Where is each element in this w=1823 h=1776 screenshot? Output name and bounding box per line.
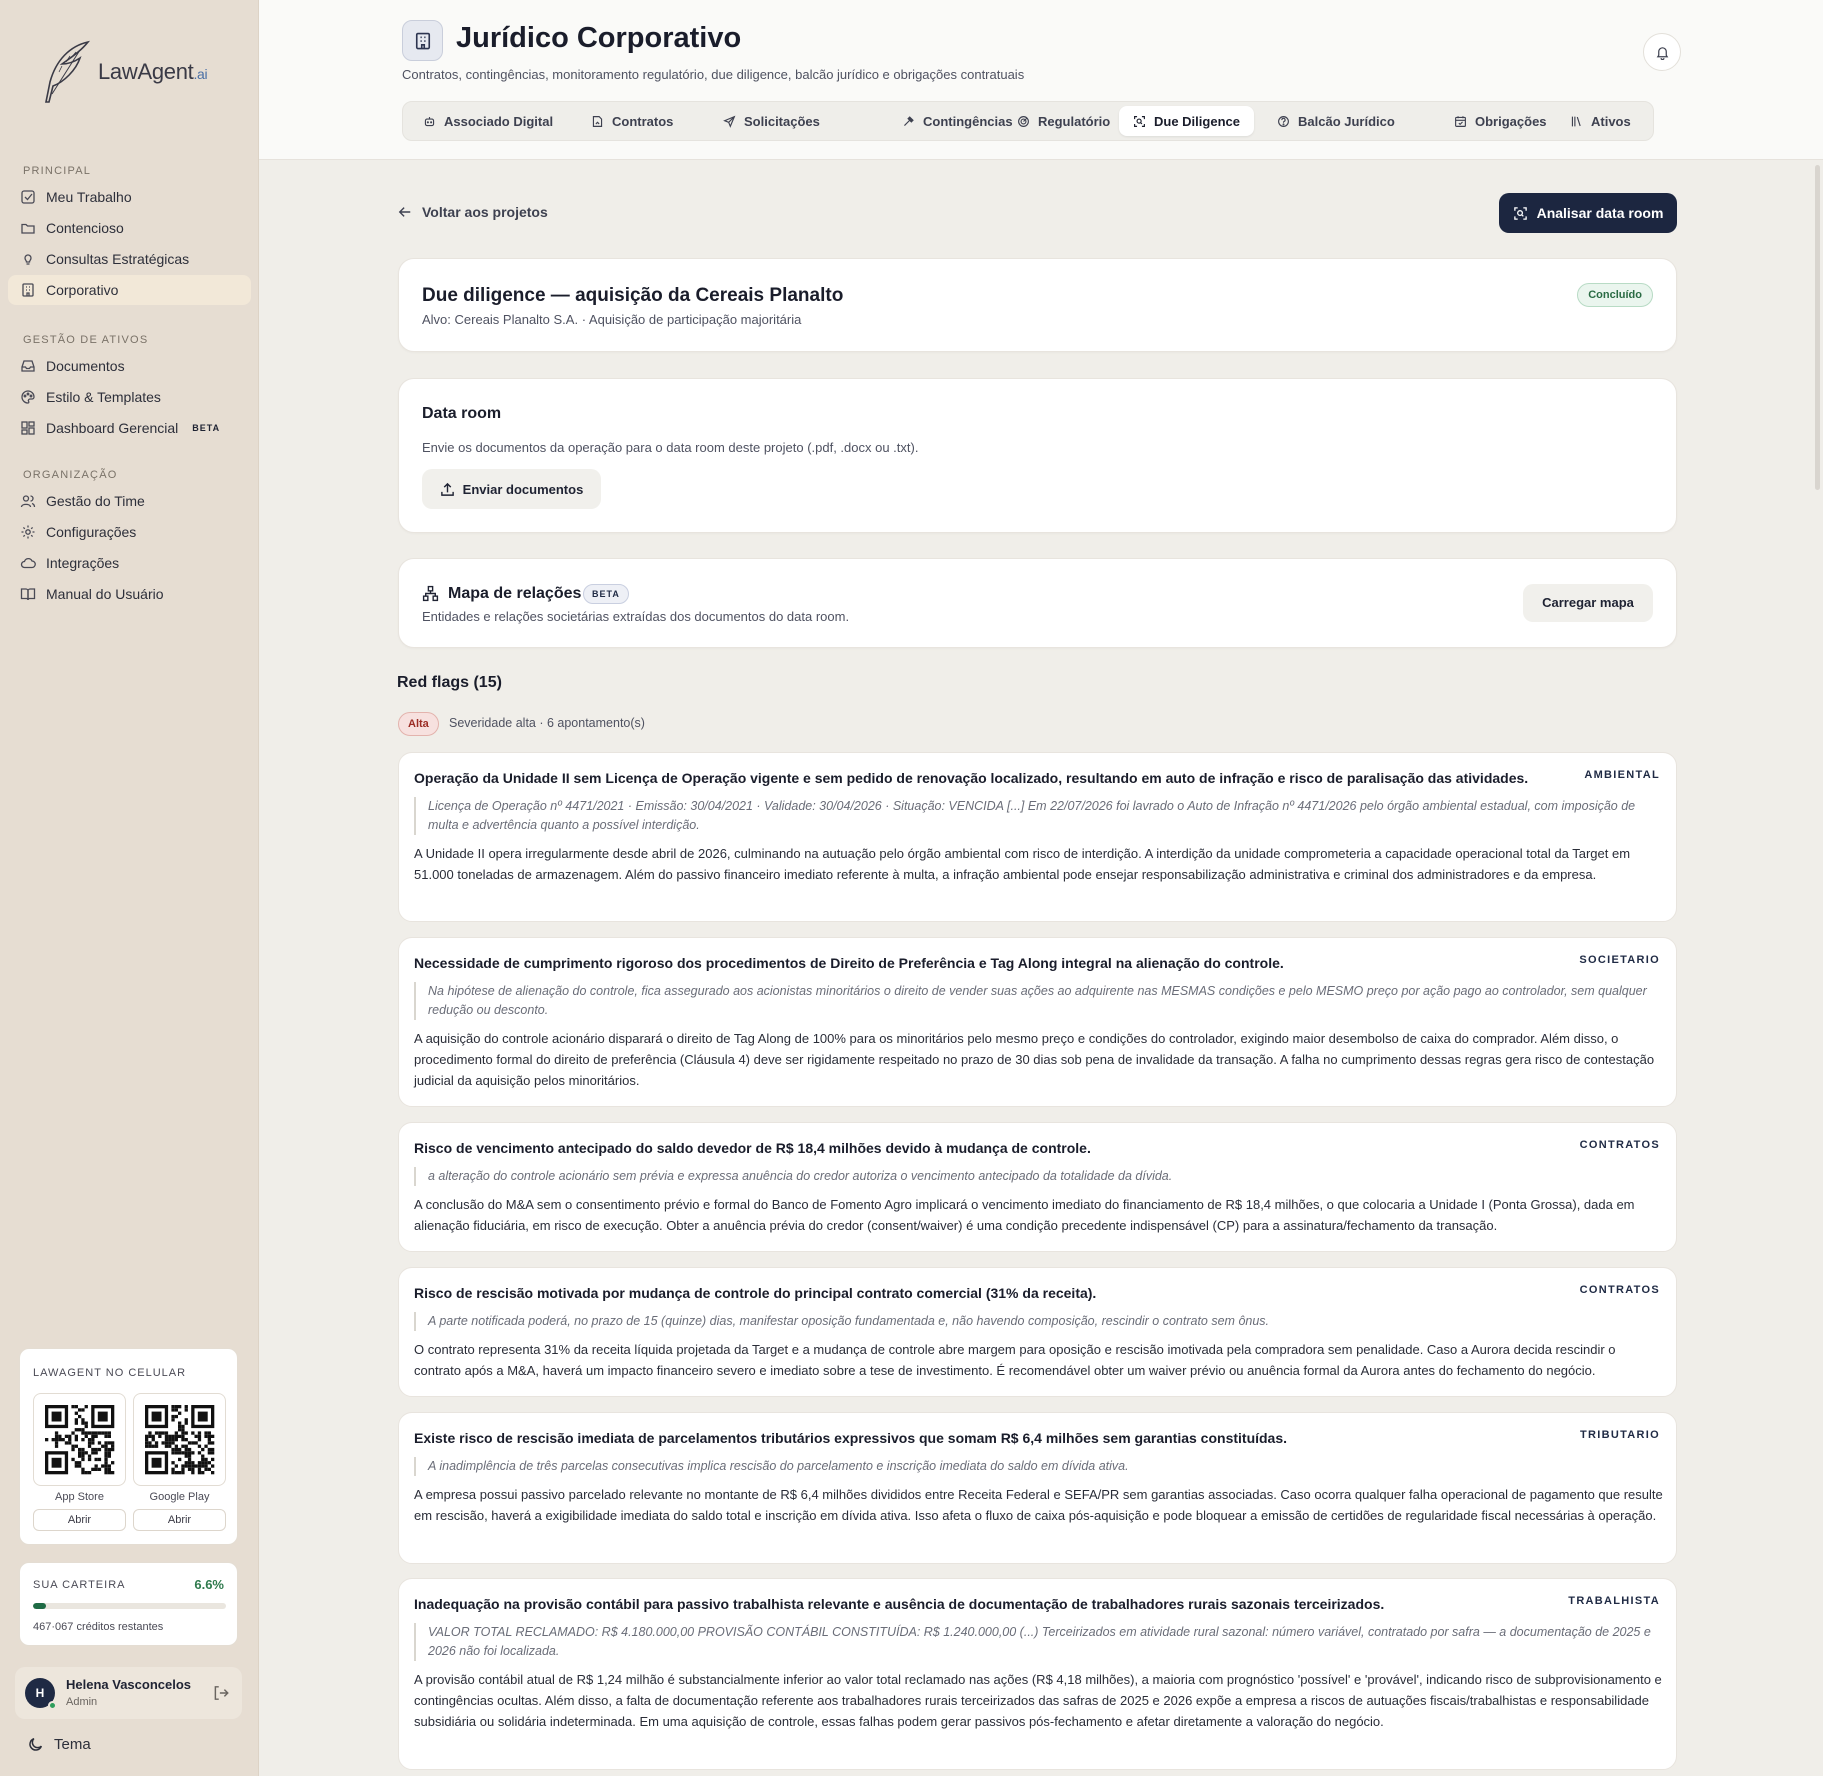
- open-app-store-button[interactable]: Abrir: [33, 1509, 126, 1531]
- users-icon: [20, 493, 36, 509]
- red-flag-body: A aquisição do controle acionário disparará o direito de Tag Along de 100% para os minoritários pelo mesmo preço e condições do controlador, exigindo maior desembolso de caixa do comprador. Além disso, o procedimento formal do direito de preferência (Cláusula 4) deve ser rigidamente respeitado no prazo de 30 dias sob pena de invalidade da transação. A falha no cumprimento dessas regras gera risco de contestação judicial da aquisição pelos minoritários.: [414, 1031, 1655, 1088]
- red-flag-category: CONTRATOS: [1579, 1139, 1660, 1151]
- tab-label: Ativos: [1591, 113, 1631, 129]
- red-flag-quote: a alteração do controle acionário sem prévia e expressa anuência do credor autoriza o vencimento antecipado da totalidade da dívida.: [414, 1167, 1664, 1186]
- robot-icon: [423, 115, 436, 128]
- theme-toggle[interactable]: [27, 1736, 91, 1753]
- credits-label: créditos restantes: [76, 1621, 164, 1633]
- sidebar-item-gestao-time[interactable]: [8, 486, 251, 516]
- project-subtitle: Alvo: Cereais Planalto S.A. · Aquisição de participação majoritária: [422, 312, 802, 327]
- qr-code-icon: [134, 1394, 225, 1485]
- red-flag-card: [398, 752, 1677, 922]
- sidebar-item-manual[interactable]: [8, 579, 251, 609]
- scan-search-icon: [1513, 206, 1528, 221]
- sidebar-item-corporativo[interactable]: [8, 275, 251, 305]
- check-square-icon: [20, 189, 36, 205]
- gavel-icon: [902, 115, 915, 128]
- back-label: Voltar aos projetos: [422, 204, 548, 220]
- red-flag-quote: A inadimplência de três parcelas consecutivas implica rescisão do parcelamento e inscrição imediata do saldo em dívida ativa.: [414, 1457, 1664, 1476]
- scan-search-icon: [1133, 115, 1146, 128]
- calendar-check-icon: [1454, 115, 1467, 128]
- quill-logo-icon: [40, 38, 92, 106]
- nav-section-principal: [0, 161, 259, 306]
- severity-summary: Severidade alta · 6 apontamento(s): [449, 716, 645, 730]
- brand-name: LawAgent.ai: [98, 59, 208, 84]
- red-flag-card: [398, 1412, 1677, 1564]
- red-flag-quote: A parte notificada poderá, no prazo de 15 (quinze) dias, manifestar oposição fundamentada e, não havendo composição, rescindir o contrato sem ônus.: [414, 1312, 1664, 1331]
- mobile-app-card: [19, 1348, 238, 1545]
- tab-due-diligence[interactable]: [1119, 106, 1254, 136]
- sidebar-item-label: Estilo & Templates: [46, 389, 161, 405]
- sidebar-item-dashboard[interactable]: [8, 413, 251, 443]
- page-subtitle: Contratos, contingências, monitoramento regulatório, due diligence, balcão jurídico e obrigações contratuais: [402, 67, 1025, 82]
- red-flag-category: SOCIETARIO: [1579, 954, 1660, 966]
- sidebar: [0, 0, 259, 1776]
- send-icon: [723, 115, 736, 128]
- tab-solicitacoes[interactable]: [709, 106, 834, 136]
- tab-label: Regulatório: [1038, 113, 1111, 129]
- relations-map-title: Mapa de relações: [448, 585, 582, 602]
- red-flag-title: Risco de vencimento antecipado do saldo devedor de R$ 18,4 milhões devido à mudança de controle.: [414, 1140, 1091, 1156]
- user-role: Admin: [66, 1696, 98, 1708]
- bell-icon: [1655, 45, 1670, 60]
- sidebar-item-label: Dashboard Gerencial: [46, 420, 179, 436]
- corporate-header-icon: [402, 20, 443, 61]
- severity-badge: Alta: [398, 712, 439, 736]
- red-flag-body: O contrato representa 31% da receita líquida projetada da Target e a mudança de controle abre margem para oposição e rescisão imotivada pela compradora sem penalidade. Caso a Aurora decida rescindir o contrato após a M&A, haverá um impacto financeiro severo e imediato sobre a tese de investimento. É recomendável obter um waiver prévio ou anuência formal da Aurora antes do fechamento do negócio.: [414, 1342, 1616, 1378]
- upload-documents-button[interactable]: [422, 469, 601, 509]
- logout-icon[interactable]: [212, 1684, 230, 1702]
- network-icon: [422, 585, 439, 602]
- nav-section-organizacao: [0, 465, 259, 610]
- tab-contratos[interactable]: [577, 106, 687, 136]
- wallet-progress-bar: [33, 1603, 226, 1609]
- qr-code-app-store: [33, 1393, 126, 1486]
- sidebar-item-configuracoes[interactable]: [8, 517, 251, 547]
- mobile-card-title: LAWAGENT NO CELULAR: [33, 1367, 187, 1379]
- nav-heading: GESTÃO DE ATIVOS: [23, 334, 149, 346]
- sidebar-item-integracoes[interactable]: [8, 548, 251, 578]
- data-room-card: [398, 378, 1677, 533]
- wallet-progress-fill: [33, 1603, 46, 1609]
- nav-section-gestao: [0, 330, 259, 444]
- tab-label: Associado Digital: [444, 113, 554, 129]
- tab-label: Solicitações: [744, 113, 820, 129]
- brand-logo[interactable]: [40, 38, 207, 106]
- red-flag-card: [398, 937, 1677, 1107]
- red-flag-quote: Licença de Operação nº 4471/2021 · Emissão: 30/04/2021 · Validade: 30/04/2026 · Situação: VENCIDA [...] Em 22/07/2026 foi lavrado o Auto de Infração nº 4471/2026 pelo órgão ambiental estadual, com imposição de multa e advertência quanto a possível interdição.: [414, 797, 1664, 835]
- red-flag-category: TRABALHISTA: [1568, 1595, 1660, 1607]
- tab-obrigacoes[interactable]: [1440, 106, 1561, 136]
- wallet-percent: 6.6%: [194, 1577, 224, 1592]
- file-signature-icon: [591, 115, 604, 128]
- inbox-icon: [20, 358, 36, 374]
- sidebar-item-label: Documentos: [46, 358, 125, 374]
- red-flag-title: Inadequação na provisão contábil para passivo trabalhista relevante e ausência de documentação de trabalhadores rurais sazonais terceirizados.: [414, 1596, 1385, 1612]
- project-card: [398, 258, 1677, 352]
- theme-label: Tema: [54, 1736, 91, 1753]
- red-flag-category: TRIBUTARIO: [1579, 1429, 1660, 1441]
- red-flag-title: Operação da Unidade II sem Licença de Operação vigente e sem pedido de renovação localizado, resultando em auto de infração e risco de paralisação das atividades.: [414, 770, 1529, 786]
- red-flag-title: Existe risco de rescisão imediata de parcelamentos tributários expressivos que somam R$ 6,4 milhões sem garantias constituídas.: [414, 1430, 1288, 1446]
- tab-associado-digital[interactable]: [409, 106, 567, 136]
- beta-badge: BETA: [192, 423, 221, 433]
- moon-icon: [27, 1736, 44, 1753]
- tab-regulatorio[interactable]: [1003, 106, 1124, 136]
- nav-heading: ORGANIZAÇÃO: [23, 469, 118, 481]
- book-icon: [20, 586, 36, 602]
- red-flag-category: CONTRATOS: [1579, 1284, 1660, 1296]
- red-flag-body: A provisão contábil atual de R$ 1,24 milhão é substancialmente inferior ao valor total reclamado nas ações (R$ 4,18 milhões), a maioria com prognóstico 'possível' e 'provável', indicando risco de subprovisionamento e contingências ocultas. Além disso, a falta de documentação referente aos trabalhadores rurais terceirizados das safras de 2025 e 2026 expõe a empresa a riscos de autuações fiscais/trabalhistas e responsabilidade subsidiária ou solidária indeterminada. Em uma aquisição de controle, essas falhas podem gerar passivos pós-fechamento e afetar diretamente a valoração do negócio.: [414, 1672, 1662, 1729]
- arrow-left-icon: [398, 205, 412, 219]
- lightbulb-icon: [20, 251, 36, 267]
- sidebar-item-label: Consultas Estratégicas: [46, 251, 190, 267]
- data-room-description: Envie os documentos da operação para o data room deste projeto (.pdf, .docx ou .txt).: [422, 440, 919, 455]
- sidebar-item-consultas[interactable]: [8, 244, 251, 274]
- upload-icon: [440, 482, 455, 497]
- store-label: Google Play: [149, 1491, 210, 1503]
- tab-label: Contingências: [923, 113, 1013, 129]
- wallet-title: SUA CARTEIRA: [33, 1579, 126, 1591]
- analyze-label: Analisar data room: [1536, 205, 1664, 221]
- relations-map-card: [398, 558, 1677, 648]
- avatar: H: [25, 1678, 55, 1708]
- help-circle-icon: [1277, 115, 1290, 128]
- scrollbar[interactable]: [1815, 165, 1820, 490]
- user-name: Helena Vasconcelos: [66, 1677, 192, 1692]
- user-card[interactable]: [15, 1667, 242, 1719]
- sidebar-item-estilo[interactable]: [8, 382, 251, 412]
- sidebar-item-label: Integrações: [46, 555, 120, 571]
- gear-icon: [20, 524, 36, 540]
- red-flag-category: AMBIENTAL: [1584, 769, 1660, 781]
- page-title: Jurídico Corporativo: [456, 22, 742, 54]
- beta-badge: BETA: [583, 584, 629, 604]
- store-label: App Store: [55, 1491, 104, 1503]
- sidebar-item-label: Meu Trabalho: [46, 189, 132, 205]
- tab-ativos[interactable]: [1556, 106, 1645, 136]
- qr-code-icon: [34, 1394, 125, 1485]
- building-icon: [20, 282, 36, 298]
- red-flag-body: A empresa possui passivo parcelado relevante no montante de R$ 6,4 milhões divididos entre Receita Federal e SEFA/PR sem garantias associadas. Caso ocorra qualquer falha operacional de pagamento que resulte em rescisão, haverá a exigibilidade imediata do saldo total e inscrição em dívida ativa. Isso afeta o fluxo de caixa pós-aquisição e pode bloquear a emissão de certidões de regularidade fiscal necessárias à operação.: [414, 1487, 1663, 1523]
- red-flag-card: [398, 1578, 1677, 1770]
- sidebar-item-label: Configurações: [46, 524, 137, 540]
- wallet-card: [19, 1562, 238, 1646]
- project-title: Due diligence — aquisição da Cereais Planalto: [422, 285, 844, 306]
- sidebar-item-label: Corporativo: [46, 282, 119, 298]
- tab-label: Due Diligence: [1154, 113, 1240, 129]
- radar-icon: [1017, 115, 1030, 128]
- cloud-icon: [20, 555, 36, 571]
- load-map-button[interactable]: Carregar mapa: [1523, 584, 1653, 622]
- folder-icon: [20, 220, 36, 236]
- tab-label: Contratos: [612, 113, 674, 129]
- analyze-data-room-button[interactable]: [1499, 193, 1677, 233]
- status-badge: Concluído: [1577, 283, 1653, 307]
- dashboard-icon: [20, 420, 36, 436]
- wallet-credits: [33, 1621, 163, 1633]
- tab-label: Obrigações: [1475, 113, 1547, 129]
- library-icon: [1570, 115, 1583, 128]
- sidebar-item-meu-trabalho[interactable]: [8, 182, 251, 212]
- red-flag-quote: VALOR TOTAL RECLAMADO: R$ 4.180.000,00 PROVISÃO CONTÁBIL CONSTITUÍDA: R$ 1.240.000,00 (...) Terceirizados em atividade rural sazonal: número variável, contratado por safra — a documentação de 2025 e 2026 não foi localizada.: [414, 1623, 1664, 1661]
- credits-number: 467·067: [33, 1621, 74, 1633]
- qr-code-google-play: [133, 1393, 226, 1486]
- sidebar-item-contencioso[interactable]: [8, 213, 251, 243]
- data-room-title: Data room: [422, 405, 502, 422]
- building-icon: [413, 31, 433, 51]
- red-flag-quote: Na hipótese de alienação do controle, fica assegurado aos acionistas minoritários o direito de vender suas ações ao adquirente nas MESMAS condições e pelo MESMO preço por ação pago ao controlador, sem qualquer redução ou desconto.: [414, 982, 1664, 1020]
- red-flag-body: A Unidade II opera irregularmente desde abril de 2026, culminando na autuação pelo órgão ambiental com risco de interdição. A interdição da unidade comprometeria a capacidade operacional total da Target em 51.000 toneladas de armazenagem. Além do passivo financeiro imediato referente à multa, a infração ambiental pode ensejar responsabilização administrativa e criminal dos administradores e da empresa.: [414, 846, 1631, 882]
- online-status-dot: [48, 1701, 57, 1710]
- open-google-play-button[interactable]: Abrir: [133, 1509, 226, 1531]
- section-tabs: [402, 101, 1654, 141]
- red-flag-card: [398, 1122, 1677, 1252]
- sidebar-item-label: Contencioso: [46, 220, 124, 236]
- red-flag-body: A conclusão do M&A sem o consentimento prévio e formal do Banco de Fomento Agro implicará o vencimento imediato do financiamento de R$ 18,4 milhões, o que colocaria a Unidade I (Ponta Grossa), dada em alienação fiduciária, em risco de execução. Obter a anuência prévia do credor (consent/waiver) é uma condição precedente indispensável (CP) para a assinatura/fechamento da transação.: [414, 1197, 1635, 1233]
- sidebar-item-label: Manual do Usuário: [46, 586, 164, 602]
- red-flags-heading: Red flags (15): [397, 674, 502, 691]
- palette-icon: [20, 389, 36, 405]
- notifications-button[interactable]: [1643, 33, 1681, 71]
- page-header: [259, 0, 1823, 160]
- red-flag-title: Risco de rescisão motivada por mudança de controle do principal contrato comercial (31% da receita).: [414, 1285, 1097, 1301]
- nav-heading: PRINCIPAL: [23, 165, 92, 177]
- red-flag-title: Necessidade de cumprimento rigoroso dos procedimentos de Direito de Preferência e Tag Along integral na alienação do controle.: [414, 955, 1284, 971]
- sidebar-item-documentos[interactable]: [8, 351, 251, 381]
- tab-label: Balcão Jurídico: [1298, 113, 1395, 129]
- upload-label: Enviar documentos: [462, 481, 584, 497]
- relations-map-subtitle: Entidades e relações societárias extraídas dos documentos do data room.: [422, 609, 850, 624]
- tab-balcao-juridico[interactable]: [1263, 106, 1409, 136]
- sidebar-item-label: Gestão do Time: [46, 493, 145, 509]
- back-to-projects-link[interactable]: [398, 204, 548, 220]
- red-flag-card: [398, 1267, 1677, 1397]
